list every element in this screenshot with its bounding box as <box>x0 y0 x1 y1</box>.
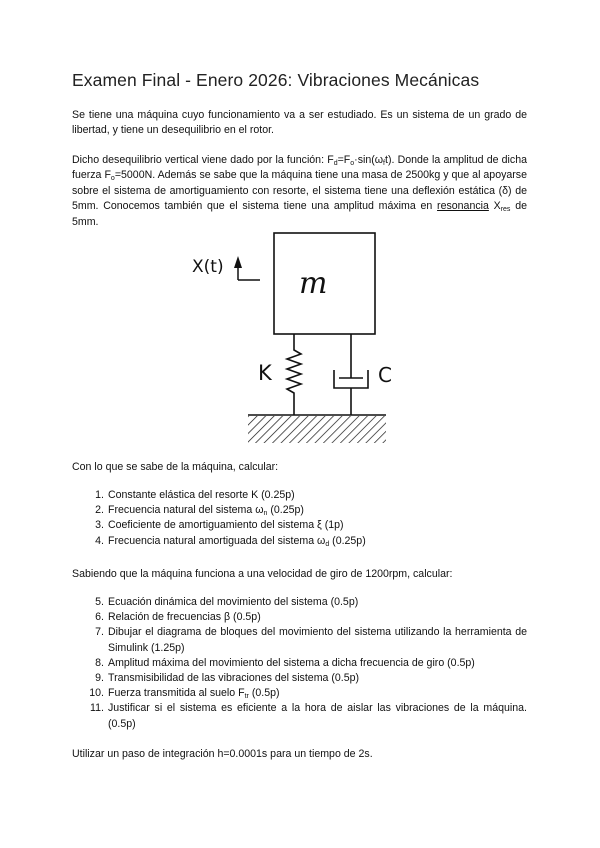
list-item: 4. Frecuencia natural amortiguada del sistema $\omega_d$ (0.25p) <box>95 534 366 548</box>
list-item: 9. Transmisibilidad de las vibraciones del sistema (0.5p) <box>95 672 360 685</box>
section2-intro: Sabiendo que la máquina funciona a una velocidad de giro de 1200rpm, calcular: <box>72 568 453 580</box>
list-item: 7. Dibujar el diagrama de bloques del movimiento del sistema utilizando la herramienta de Simulink (1.25p) <box>95 626 527 654</box>
list-part-2 <box>72 595 527 732</box>
list-item: 5. Ecuación dinámica del movimiento del sistema (0.5p) <box>95 596 359 608</box>
intro-paragraph-2: Dicho desequilibrio vertical viene dado por la función: $F_d=F_o\cdot\sin(\omega_ft)$. Donde la amplitud de dicha fuerza $F_o=5000N$. Además se sabe que la máquina tiene una masa de 2500kg y que al apoyarse sobre el sistema de amortiguamiento con resorte, el sistema tiene una deflexión estática (δ) de 5mm. Conocemos también que el sistema tiene una amplitud máxima en resonancia $X_{res}$ de 5mm. <box>72 154 528 228</box>
intro-paragraph-1: Se tiene una máquina cuyo funcionamiento va a ser estudiado. Es un sistema de un grado de libertad, y tiene un desequilibrio en el rotor. <box>72 109 527 137</box>
spring-icon <box>287 334 301 415</box>
damper-icon <box>334 334 368 415</box>
mass-spring-damper-diagram <box>190 228 400 453</box>
list-part-1 <box>72 488 527 549</box>
list-item: 1. Constante elástica del resorte K (0.25p) <box>95 489 295 501</box>
footer-instruction: Utilizar un paso de integración h=0.0001s para un tiempo de 2s. <box>72 748 373 760</box>
list-item: 6. Relación de frecuencias β (0.5p) <box>95 611 261 624</box>
page-title: Examen Final - Enero 2026: Vibraciones Mecánicas <box>72 70 480 90</box>
list-item: 8. Amplitud máxima del movimiento del sistema a dicha frecuencia de giro (0.5p) <box>95 656 475 669</box>
displacement-arrow-icon <box>234 256 260 280</box>
section1-intro: Con lo que se sabe de la máquina, calcular: <box>72 461 279 473</box>
displacement-label: X(t) <box>192 257 224 277</box>
list-item: 2. Frecuencia natural del sistema $\omega_n$ (0.25p) <box>95 504 304 518</box>
spring-label: K <box>258 361 272 385</box>
list-item: 10. Fuerza transmitida al suelo $F_{tr}$ (0.5p) <box>89 687 280 701</box>
ground-hatch <box>248 416 386 443</box>
resonancia-link: resonancia <box>437 200 489 213</box>
mass-label: m <box>299 266 328 301</box>
list-item: 3. Coeficiente de amortiguamiento del sistema ξ (1p) <box>95 519 344 532</box>
list-item: 11. Justificar si el sistema es eficiente a la hora de aislar las vibraciones de la máquina. (0.5p) <box>90 702 527 730</box>
damper-label: C <box>378 363 392 387</box>
